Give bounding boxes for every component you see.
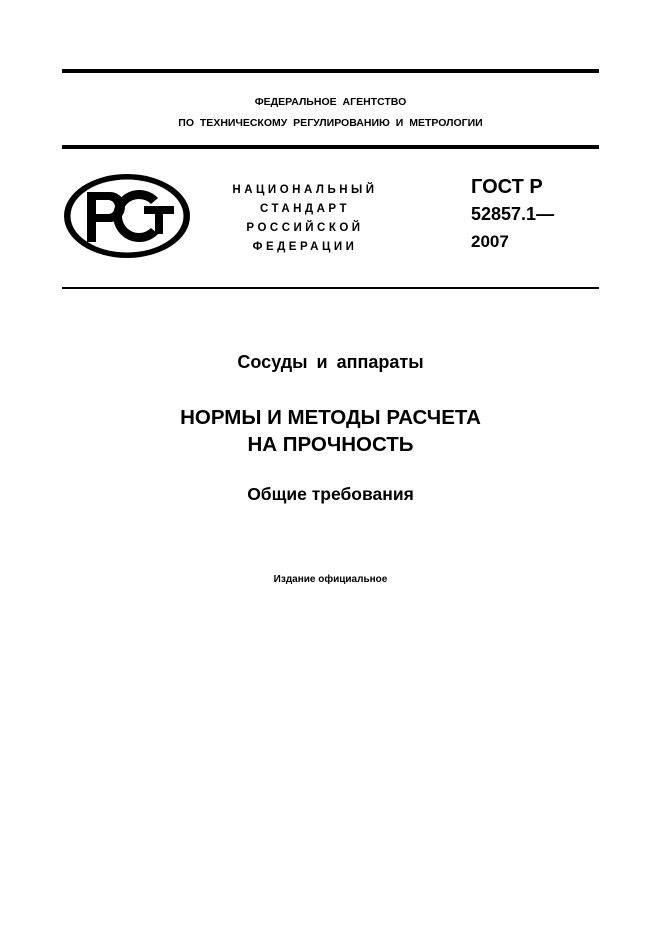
standard-designation xyxy=(471,174,554,255)
standard-type-line-4: ФЕДЕРАЦИИ xyxy=(252,241,358,253)
rst-certification-emblem-icon xyxy=(62,172,192,260)
bottom-rule xyxy=(62,287,599,289)
top-rule xyxy=(62,69,599,73)
main-title-line-1: НОРМЫ И МЕТОДЫ РАСЧЕТА xyxy=(180,406,481,429)
standard-type-block xyxy=(212,181,398,257)
group-title: Сосуды и аппараты xyxy=(237,352,424,372)
standard-type-line-2: СТАНДАРТ xyxy=(260,203,350,215)
designation-line-3: 2007 xyxy=(471,232,509,251)
agency-line-2: ПО ТЕХНИЧЕСКОМУ РЕГУЛИРОВАНИЮ И МЕТРОЛОГИИ xyxy=(178,117,483,129)
main-title xyxy=(0,404,661,458)
designation-line-1: ГОСТ Р xyxy=(471,176,543,198)
agency-header xyxy=(62,92,599,134)
main-title-line-2: НА ПРОЧНОСТЬ xyxy=(247,433,414,456)
edition-note: Издание официальное xyxy=(273,574,388,585)
standard-type-line-3: РОССИЙСКОЙ xyxy=(246,222,364,234)
standard-type-line-1: НАЦИОНАЛЬНЫЙ xyxy=(232,184,378,196)
middle-rule xyxy=(62,145,599,149)
subtitle: Общие требования xyxy=(247,484,414,504)
designation-line-2: 52857.1— xyxy=(471,204,555,224)
agency-line-1: ФЕДЕРАЛЬНОЕ АГЕНТСТВО xyxy=(254,96,407,108)
